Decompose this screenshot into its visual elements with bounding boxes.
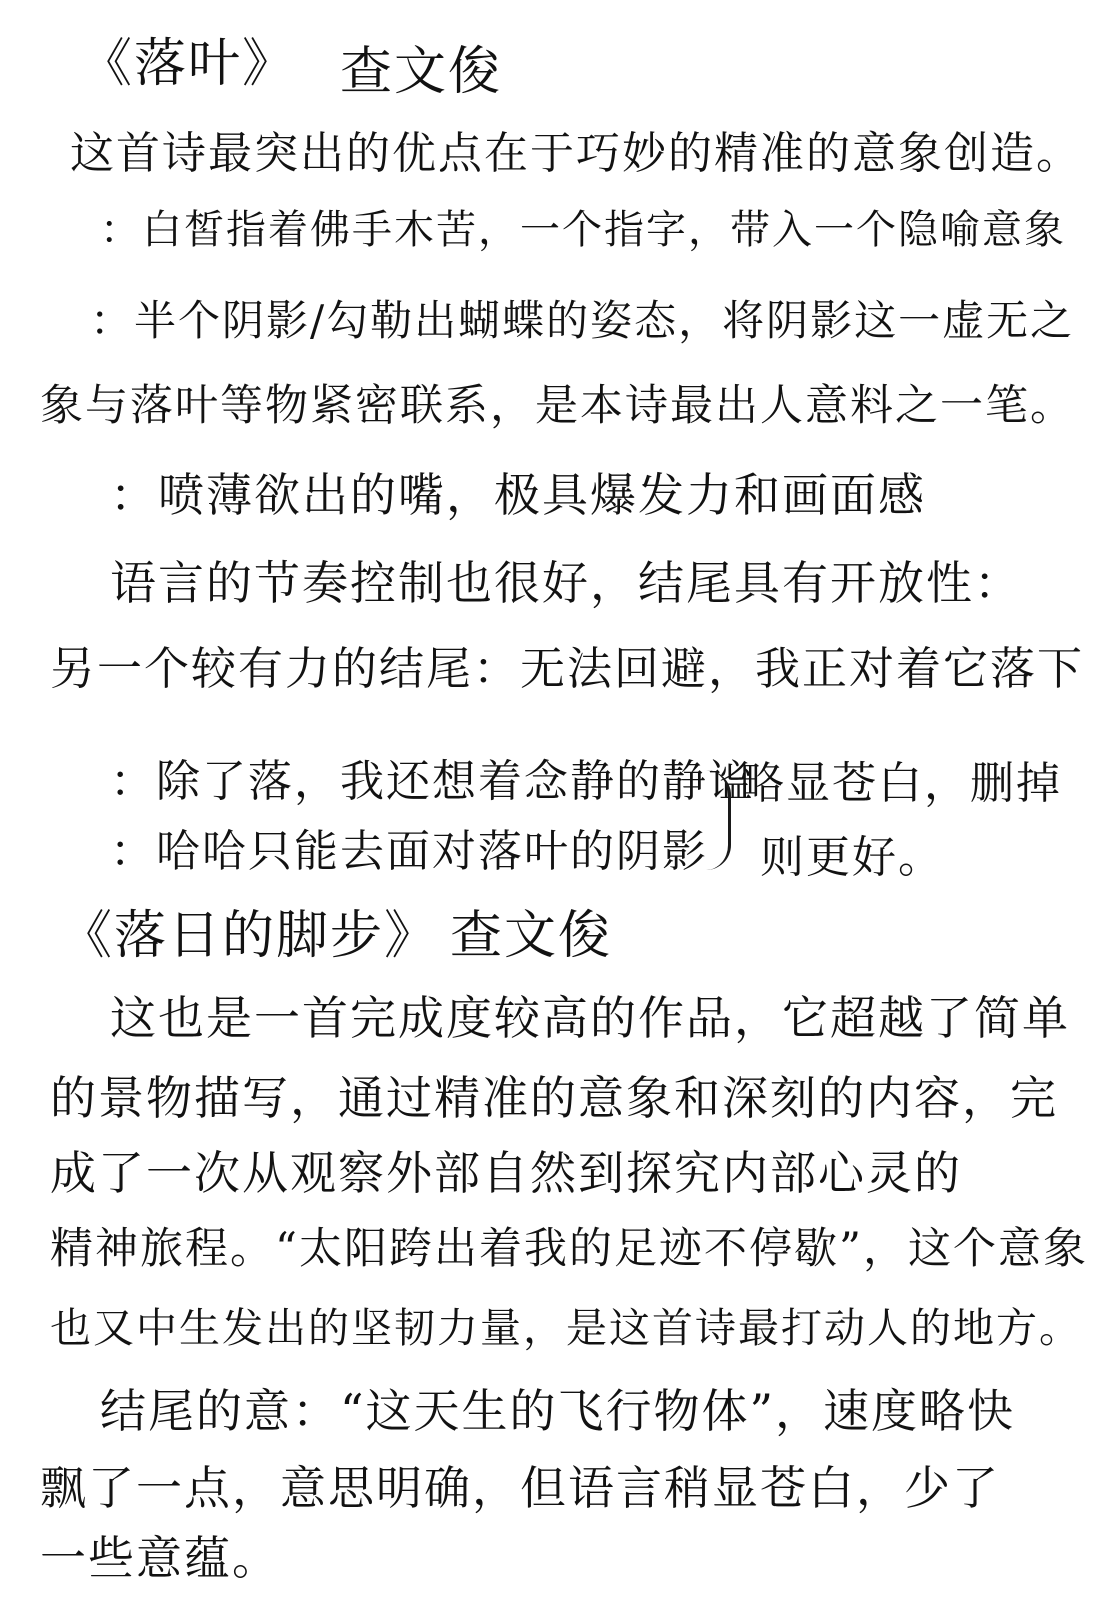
essay2-line-4: 精神旅程。“太阳跨出着我的足迹不停歇”，这个意象 bbox=[50, 1224, 1088, 1274]
essay1-line-4: 象与落叶等物紧密联系，是本诗最出人意料之一笔。 bbox=[40, 381, 1075, 431]
essay1-title: 《落叶》 bbox=[80, 34, 297, 94]
essay1-line-7: 另一个较有力的结尾：无法回避，我正对着它落下 bbox=[50, 642, 1085, 695]
essay1-author: 查文俊 bbox=[340, 42, 503, 102]
essay1-line-2: ：白皙指着佛手木苦，一个指字，带入一个隐喻意象 bbox=[100, 207, 1066, 253]
essay1-line-11: 则更好。 bbox=[760, 832, 944, 883]
essay1-line-8: ：除了落，我还想着念静的静谧 bbox=[110, 756, 754, 807]
essay2-line-3: 成了一次从观察外部自然到探究内部心灵的 bbox=[50, 1146, 962, 1200]
essay1-line-9: ：哈哈只能去面对落叶的阴影 bbox=[110, 826, 708, 877]
essay2-line-6: 结尾的意：“这天生的飞行物体”，速度略快 bbox=[100, 1384, 1016, 1438]
essay1-line-3: ：半个阴影/勾勒出蝴蝶的姿态，将阴影这一虚无之 bbox=[90, 296, 1075, 345]
essay2-line-2: 的景物描写，通过精准的意象和深刻的内容，完 bbox=[50, 1071, 1058, 1125]
essay2-author: 查文俊 bbox=[450, 906, 613, 966]
essay2-line-1: 这也是一首完成度较高的作品，它超越了简单 bbox=[110, 991, 1070, 1045]
essay1-line-6: 语言的节奏控制也很好，结尾具有开放性： bbox=[110, 556, 1022, 610]
essay1-line-5: ：喷薄欲出的嘴，极具爆发力和画面感 bbox=[110, 468, 926, 522]
essay2-line-7: 飘了一点，意思明确，但语言稍显苍白，少了 bbox=[40, 1461, 1000, 1515]
bracket-mark bbox=[706, 770, 731, 870]
essay2-line-8: 一些意蕴。 bbox=[40, 1531, 280, 1585]
essay2-title: 《落日的脚步》 bbox=[60, 906, 439, 966]
essay2-line-5: 也又中生发出的坚韧力量，是这首诗最打动人的地方。 bbox=[50, 1304, 1082, 1352]
essay1-line-10: 略显苍白，删掉 bbox=[740, 758, 1062, 809]
essay1-line-1: 这首诗最突出的优点在于巧妙的精准的意象创造。 bbox=[70, 128, 1082, 179]
